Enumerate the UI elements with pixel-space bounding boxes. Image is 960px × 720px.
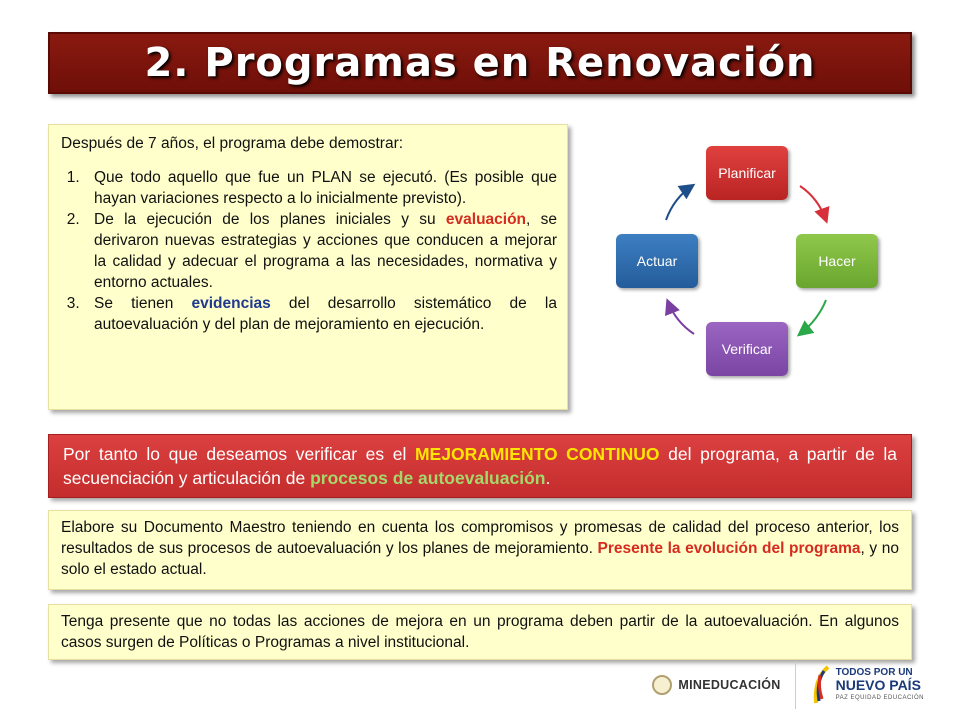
highlight-evaluacion: evaluación [445,211,527,228]
note-box: Tenga presente que no todas las acciones de mejora en un programa deben partir de la autoevaluación. En algunos casos surgen de Políticas o Programas a nivel institucional. [48,604,912,660]
highlight-mejoramiento: MEJORAMIENTO CONTINUO [414,444,660,464]
continuous-improvement-box: Por tanto lo que deseamos verificar es el MEJORAMIENTO CONTINUO del programa, a partir de la secuenciación y articulación de procesos de autoevaluación. [48,434,912,498]
highlight-evidencias: evidencias [191,295,271,312]
footer-logos [652,654,924,716]
arrow-plan-to-do [800,186,826,220]
cycle-node-hacer: Hacer [796,234,878,288]
feather-icon [810,665,832,705]
requirements-box [48,124,568,410]
requirements-intro: Después de 7 años, el programa debe demostrar: [61,135,404,152]
arrow-act-to-plan [666,186,692,220]
list-item: 2. De la ejecución de los planes iniciales y su evaluación, se derivaron nuevas estrategias y acciones que conducen a mejorar la calidad y adecuar el programa a las necesidades, normativa y entorno actuales. [84,209,557,293]
title-bar [48,32,912,94]
nuevo-pais-logo: TODOS POR UN NUEVO PAÍS PAZ EQUIDAD EDUCACIÓN [810,665,924,705]
highlight-evolucion: Presente la evolución del programa [597,540,861,557]
mineducacion-logo: MINEDUCACIÓN [652,675,780,695]
list-item: 1. Que todo aquello que fue un PLAN se ejecutó. (Es posible que hayan variaciones respecto a lo inicialmente previsto). [84,167,557,209]
list-item: 3. Se tienen evidencias del desarrollo sistemático de la autoevaluación y del plan de mejoramiento en ejecución. [84,293,557,335]
highlight-autoevaluacion: procesos de autoevaluación [310,468,546,488]
cycle-node-actuar: Actuar [616,234,698,288]
master-document-box: Elabore su Documento Maestro teniendo en cuenta los compromisos y promesas de calidad del proceso anterior, los resultados de sus procesos de autoevaluación y los planes de mejoramiento. Presente la evolución del programa, y no solo el estado actual. [48,510,912,590]
cycle-node-verificar: Verificar [706,322,788,376]
arrow-check-to-act [668,302,694,334]
page-title: 2. Programas en Renovación [144,40,816,86]
seal-icon [652,675,672,695]
requirements-list [61,167,557,335]
cycle-node-planificar: Planificar [706,146,788,200]
arrow-do-to-check [800,300,826,334]
logo-divider [795,661,796,709]
